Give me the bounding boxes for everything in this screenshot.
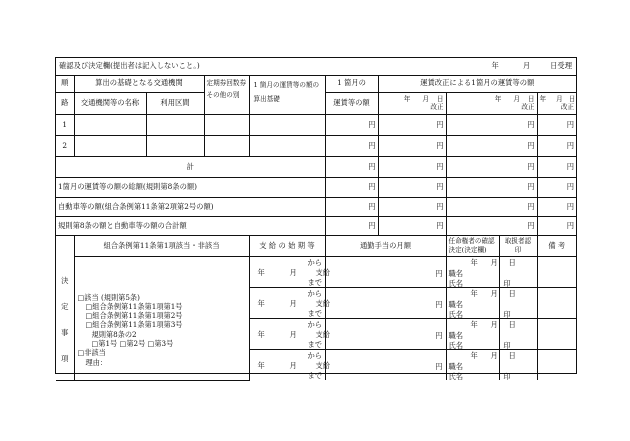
payment-period-4: から 年 月 支給 まで	[249, 349, 325, 380]
route-row-2: 2 円 円 円 円	[56, 135, 576, 156]
applicability-header: 組合条例第11条第1項該当・非該当	[74, 235, 249, 256]
payment-start-header: 支 給 の 始 期 等	[249, 235, 325, 256]
option-art11-1-1: □組合条例第11条第1項第1号	[85, 301, 183, 311]
confirm-cell-3: 年 月 日 職名 氏名 印	[446, 318, 499, 349]
confirm-cell-4: 年 月 日 職名 氏名 印	[446, 349, 499, 380]
form-title: 確認及び決定欄(提出者は記入しないこと。)	[59, 61, 200, 70]
confirm-header: 任命権者の確認決定(決定欄)	[446, 235, 499, 256]
car-row: 自動車等の額(組合条例第11条第2項第2号の額) 円 円 円 円	[56, 197, 576, 216]
remarks-header: 備 考	[537, 235, 576, 256]
applicability-options	[74, 256, 249, 380]
revision-date-1: 年 月 日 改正	[378, 92, 446, 114]
route-row-1: 1 円 円 円 円	[56, 114, 576, 135]
reason-label: 理由：	[85, 357, 108, 367]
option-sub-items: □第1号 □第2号 □第3号	[91, 338, 174, 348]
section-header: 利用区間	[146, 92, 204, 114]
form-header	[56, 58, 576, 76]
pass-type-header: 定期券回数券その他の別	[204, 75, 249, 114]
sum-all-row: 1箇月の運賃等の額の総額(規則第8条の額) 円 円 円 円	[56, 177, 576, 197]
payment-period-3: から 年 月 支給 まで	[249, 318, 325, 349]
agency-header: 交通機関等の名称	[74, 92, 146, 114]
monthly-amount-3: 円	[325, 318, 446, 349]
decision-side-label: 決 定 事 項	[56, 235, 74, 380]
total-row: 計 円 円 円 円	[56, 156, 576, 177]
fare-header-2: 運賃等の額	[325, 92, 378, 114]
option-applicable: □該当 (規則第5条)	[77, 292, 140, 302]
payment-period-1: から 年 月 支給 まで	[249, 256, 325, 287]
confirm-cell-1: 年 月 日 職名 氏名 印	[446, 256, 499, 287]
fare-basis-header: 1 箇月の運賃等の額の算出基礎	[249, 75, 325, 114]
combined-row: 規則第8条の額と自動車等の額の合計額 円 円 円 円	[56, 216, 576, 235]
monthly-amount-1: 円	[325, 256, 446, 287]
monthly-header: 通勤手当の月額	[325, 235, 446, 256]
basis-header: 算出の基礎となる交通機関	[74, 75, 204, 92]
revision-date-3: 年 月 日 改正	[537, 92, 576, 114]
seq-header-2: 路	[56, 92, 74, 114]
confirm-cell-2: 年 月 日 職名 氏名 印	[446, 287, 499, 318]
payment-period-2: から 年 月 支給 まで	[249, 287, 325, 318]
received-date: 年 月 日受理	[491, 61, 572, 70]
option-art11-1-2: □組合条例第11条第1項第2号	[85, 311, 183, 321]
monthly-amount-2: 円	[325, 287, 446, 318]
decision-header-row	[56, 235, 576, 256]
option-art11-1-3: □組合条例第11条第1項第3号	[85, 320, 183, 330]
option-not-applicable: □非該当	[77, 348, 106, 358]
seq-header: 順	[56, 75, 74, 92]
fare-table	[56, 75, 576, 381]
handler-header: 取扱者認 印	[499, 235, 537, 256]
decision-row-1	[56, 256, 576, 287]
fare-header: 1 箇月の	[325, 75, 378, 92]
monthly-amount-4: 円	[325, 349, 446, 380]
revision-date-2: 年 月 日 改正	[446, 92, 537, 114]
confirmation-form	[55, 57, 577, 381]
revision-header: 運賃改正による1箇月の運賃等の額	[378, 75, 576, 92]
option-rule8-2: 規則第8条の2	[91, 329, 137, 339]
